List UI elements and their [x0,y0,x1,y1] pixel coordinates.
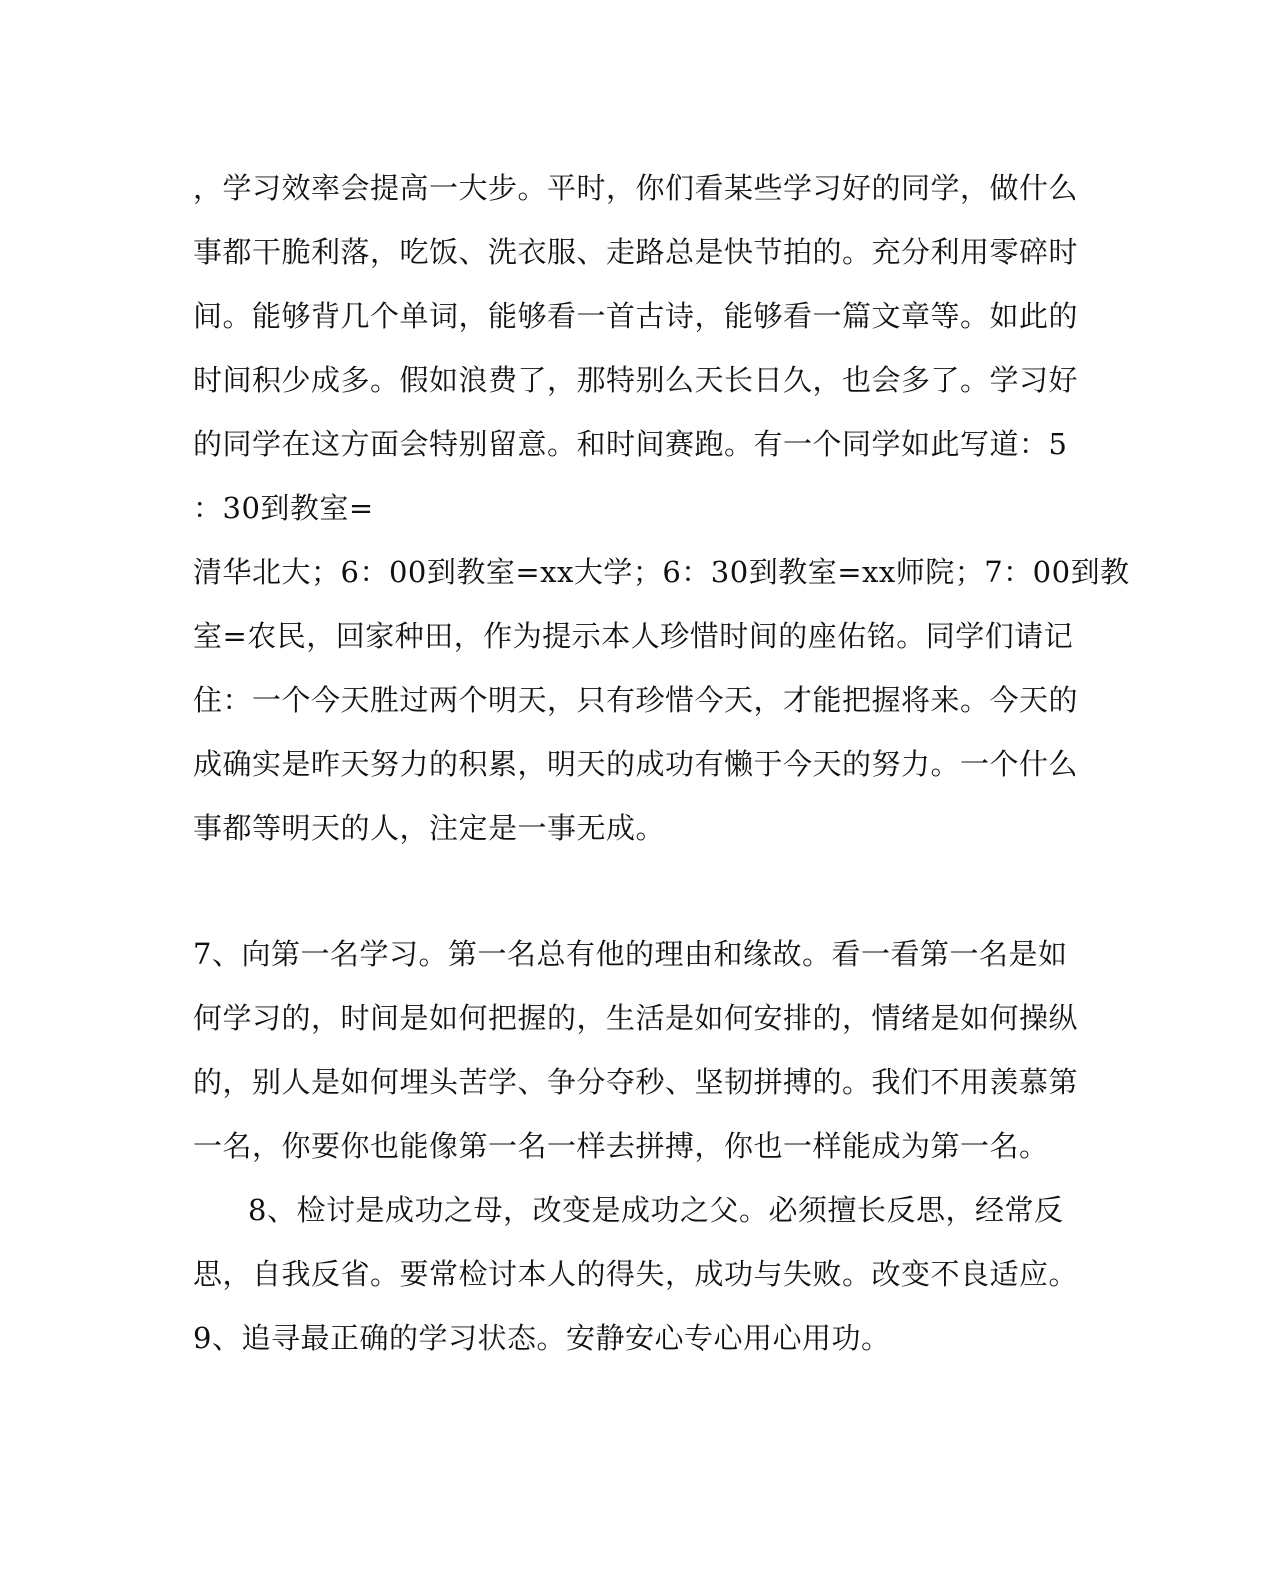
paragraph-7-line: 一名，你要你也能像第一名一样去拼搏，你也一样能成为第一名。 [193,1129,1049,1163]
paragraph-7-line: 的，别人是如何埋头苦学、争分夺秒、坚韧拼搏的。我们不用羡慕第 [193,1065,1079,1099]
paragraph-7-line: 7、向第一名学习。第一名总有他的理由和缘故。看一看第一名是如 [193,937,1068,971]
paragraph-8-line: 思，自我反省。要常检讨本人的得失，成功与失败。改变不良适应。 [193,1257,1079,1291]
text-line: ，学习效率会提高一大步。平时，你们看某些学习好的同学，做什么 [193,171,1079,205]
text-line: 事都等明天的人，注定是一事无成。 [193,811,666,845]
text-line: 时间积少成多。假如浪费了，那特别么天长日久，也会多了。学习好 [193,363,1079,397]
paragraph-7-line: 何学习的，时间是如何把握的，生活是如何安排的，情绪是如何操纵 [193,1001,1079,1035]
text-line: 成确实是昨天努力的积累，明天的成功有懒于今天的努力。一个什么 [193,747,1079,781]
paragraph-8-line: 8、检讨是成功之母，改变是成功之父。必须擅长反思，经常反 [248,1193,1064,1227]
paragraph-9-line: 9、追寻最正确的学习状态。安静安心专心用心用功。 [193,1321,891,1355]
text-line: 清华北大；6：00到教室=xx大学；6：30到教室=xx师院；7：00到教 [193,555,1130,589]
text-line: ：30到教室= [193,491,374,525]
text-line: 间。能够背几个单词，能够看一首古诗，能够看一篇文章等。如此的 [193,299,1079,333]
text-line: 事都干脆利落，吃饭、洗衣服、走路总是快节拍的。充分利用零碎时 [193,235,1079,269]
text-line: 住：一个今天胜过两个明天，只有珍惜今天，才能把握将来。今天的 [193,683,1079,717]
text-line: 的同学在这方面会特别留意。和时间赛跑。有一个同学如此写道：5 [193,427,1068,461]
text-line: 室=农民，回家种田，作为提示本人珍惜时间的座佑铭。同学们请记 [193,619,1074,653]
